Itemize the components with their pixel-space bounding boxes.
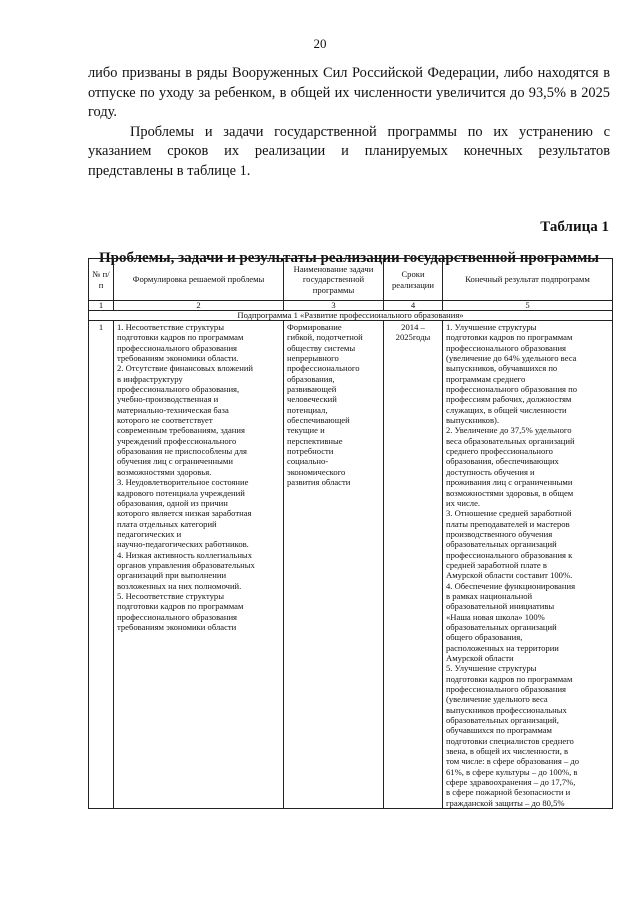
cell-line: звена, в общей их численности, в [446,746,569,757]
cell-line: их числе. [446,497,481,508]
cell-line: непрерывного [287,353,339,364]
table-header-row [89,259,613,301]
cell-line: возможностями здоровья, в общем [446,487,574,498]
cell-line: в сфере пожарной безопасности и [446,787,571,798]
cell-line: выпускников профессиональных [446,704,567,715]
cell-line: том числе: в сфере образования – до [446,756,580,767]
cell-line: среднего профессионального [446,446,553,457]
table-row [89,321,613,809]
page-number: 20 [313,36,327,51]
paragraph-2: Проблемы и задачи государственной программы по их устранению с указанием сроков их реализации и планируемых конечных результатов представлены в таблице 1. [88,123,610,179]
cell-line: человеческий [287,394,337,405]
cell-line: органов управления образовательных [117,559,255,570]
subprogram-title: Подпрограмма 1 «Развитие профессионального образования» [89,311,613,321]
cell-line: 4. Обеспечение функционирования [446,580,576,591]
column-number: 3 [284,301,384,311]
task-cell [284,321,384,809]
cell-line: 2025годы [395,332,431,343]
header-period: Сроки реализации [384,259,443,301]
cell-line: (увеличение до 64% удельного веса [446,353,577,364]
problem-cell [114,321,284,809]
cell-line: материально-техническая база [117,404,229,415]
body-text [88,64,610,182]
cell-line: подготовки специалистов среднего [446,735,574,746]
cell-line: образовательных организаций, [446,715,559,726]
cell-line: платы преподавателей и мастеров [446,518,570,529]
cell-line: организаций при выполнении [117,570,227,581]
cell-line: потребности [287,446,334,457]
cell-line: сфере здравоохранения – до 17,7%, [446,777,576,788]
cell-line: социально- [287,456,329,467]
cell-line: требованиям экономики области [117,621,237,632]
cell-line: средней заработной плате в [446,559,547,570]
cell-line: педагогических и [117,528,182,539]
cell-line: образовательных организаций [446,539,557,550]
cell-line: профессионального образования, [117,384,240,395]
cell-line: программам среднего [446,373,526,384]
cell-line: 2. Увеличение до 37,5% удельного [446,425,572,436]
cell-line: обучения лиц с ограниченными [117,456,233,467]
cell-line: образования не приспособлены для [117,446,247,457]
cell-line: научно-педагогических работников. [117,539,249,550]
cell-line: развития области [287,477,351,488]
cell-line: общего образования, [446,632,523,643]
cell-line: Амурской области [446,653,514,663]
cell-line: 3. Отношение средней заработной [446,508,572,519]
cell-line: обучавшихся по программам [446,725,552,736]
column-number: 2 [114,301,284,311]
cell-line: 3. Неудовлетворительное состояние [117,477,249,488]
cell-line: обеспечивающей [287,415,350,426]
paragraph-1: либо призваны в ряды Вооруженных Сил Российской Федерации, либо находятся в отпуске по уходу за ребенком, в общей их численности увеличится до 93,5% в 2025 году. [88,65,610,121]
cell-line: развивающей [287,384,337,395]
cell-line: профессионального образования [446,342,566,353]
column-number: 5 [443,301,613,311]
cell-line: производственного обучения [446,528,553,539]
cell-line: профессионального образования [446,684,566,695]
header-task: Наименование задачи государственной программы [284,259,384,301]
header-problem: Формулировка решаемой проблемы [114,259,284,301]
cell-line: образования, [287,373,335,384]
cell-line: которого не соответствует [117,415,213,426]
cell-line: требованиям экономики области. [117,353,239,364]
cell-line: образования, обеспечивающих [446,456,559,467]
cell-line: 2. Отсутствие финансовых вложений [117,363,254,374]
cell-line: 5. Улучшение структуры [446,663,537,674]
cell-line: 2014 – [401,322,425,332]
cell-line: подготовки кадров по программам [446,332,573,343]
cell-line: кадрового потенциала учреждений [117,487,245,498]
cell-line: Формирование [287,322,342,332]
cell-line: выпускников). [446,415,500,426]
cell-line: гражданской защиты – до 80,5% [446,797,565,808]
row-number: 1 [89,321,114,809]
cell-line: (увеличение удельного веса [446,694,548,705]
cell-line: профессионального [287,363,360,374]
cell-line: которого является низкая заработная [117,508,252,519]
cell-line: образовательной инициативы [446,601,555,612]
cell-line: современным требованиям, здания [117,425,245,436]
table-title: Проблемы, задачи и результаты реализации государственной программы [98,250,600,266]
cell-line: возложенных на них полномочий. [117,580,242,591]
period-cell [384,321,443,809]
cell-line: профессионального образования к [446,549,573,560]
results-table [88,258,613,809]
cell-line: служащих, в общей численности [446,404,567,415]
header-num: № п/п [89,259,114,301]
cell-line: веса образовательных организаций [446,435,575,446]
cell-line: профессиям рабочих, должностям [446,394,572,405]
cell-line: возможностями здоровья. [117,466,212,477]
header-result: Конечный результат подпрограмм [443,259,613,301]
cell-line: 1. Улучшение структуры [446,322,537,332]
cell-line: профессионального образования [117,342,237,353]
column-number: 4 [384,301,443,311]
cell-line: 4. Низкая активность коллегиальных [117,549,252,560]
cell-line: учреждений профессионального [117,435,237,446]
cell-line: доступность обучения и [446,466,535,477]
column-number: 1 [89,301,114,311]
cell-line: подготовки кадров по программам [446,673,573,684]
cell-line: обществу системы [287,342,356,353]
cell-line: 61%, в сфере культуры – до 100%, в [446,766,578,777]
result-cell [443,321,613,809]
cell-line: профессионального образования по [446,384,578,395]
cell-line: текущие и [287,425,325,436]
cell-line: потенциал, [287,404,328,415]
cell-line: расположенных на территории [446,642,559,653]
subprogram-row [89,311,613,321]
cell-line: в инфраструктуру [117,373,183,384]
cell-line: выпускников, обучавшихся по [446,363,558,374]
cell-line: профессионального образования [117,611,237,622]
cell-line: 1. Несоответствие структуры [117,322,224,332]
cell-line: проживания лиц с ограниченными [446,477,573,488]
cell-line: Амурской области составит 100%. [446,570,573,581]
cell-line: перспективные [287,435,343,446]
cell-line: в рамках национальной [446,590,533,601]
table-caption: Таблица 1 [540,219,609,235]
cell-line: учебно-производственная и [117,394,219,405]
cell-line: образования, одной из причин [117,497,228,508]
cell-line: «Наша новая школа» 100% [446,611,545,622]
cell-line: подготовки кадров по программам [117,601,244,612]
cell-line: образовательных организаций [446,621,557,632]
cell-line: гибкой, подотчетной [287,332,363,343]
cell-line: экономического [287,466,346,477]
column-number-row [89,301,613,311]
cell-line: 5. Несоответствие структуры [117,590,224,601]
cell-line: подготовки кадров по программам [117,332,244,343]
cell-line: плата отдельных категорий [117,518,217,529]
